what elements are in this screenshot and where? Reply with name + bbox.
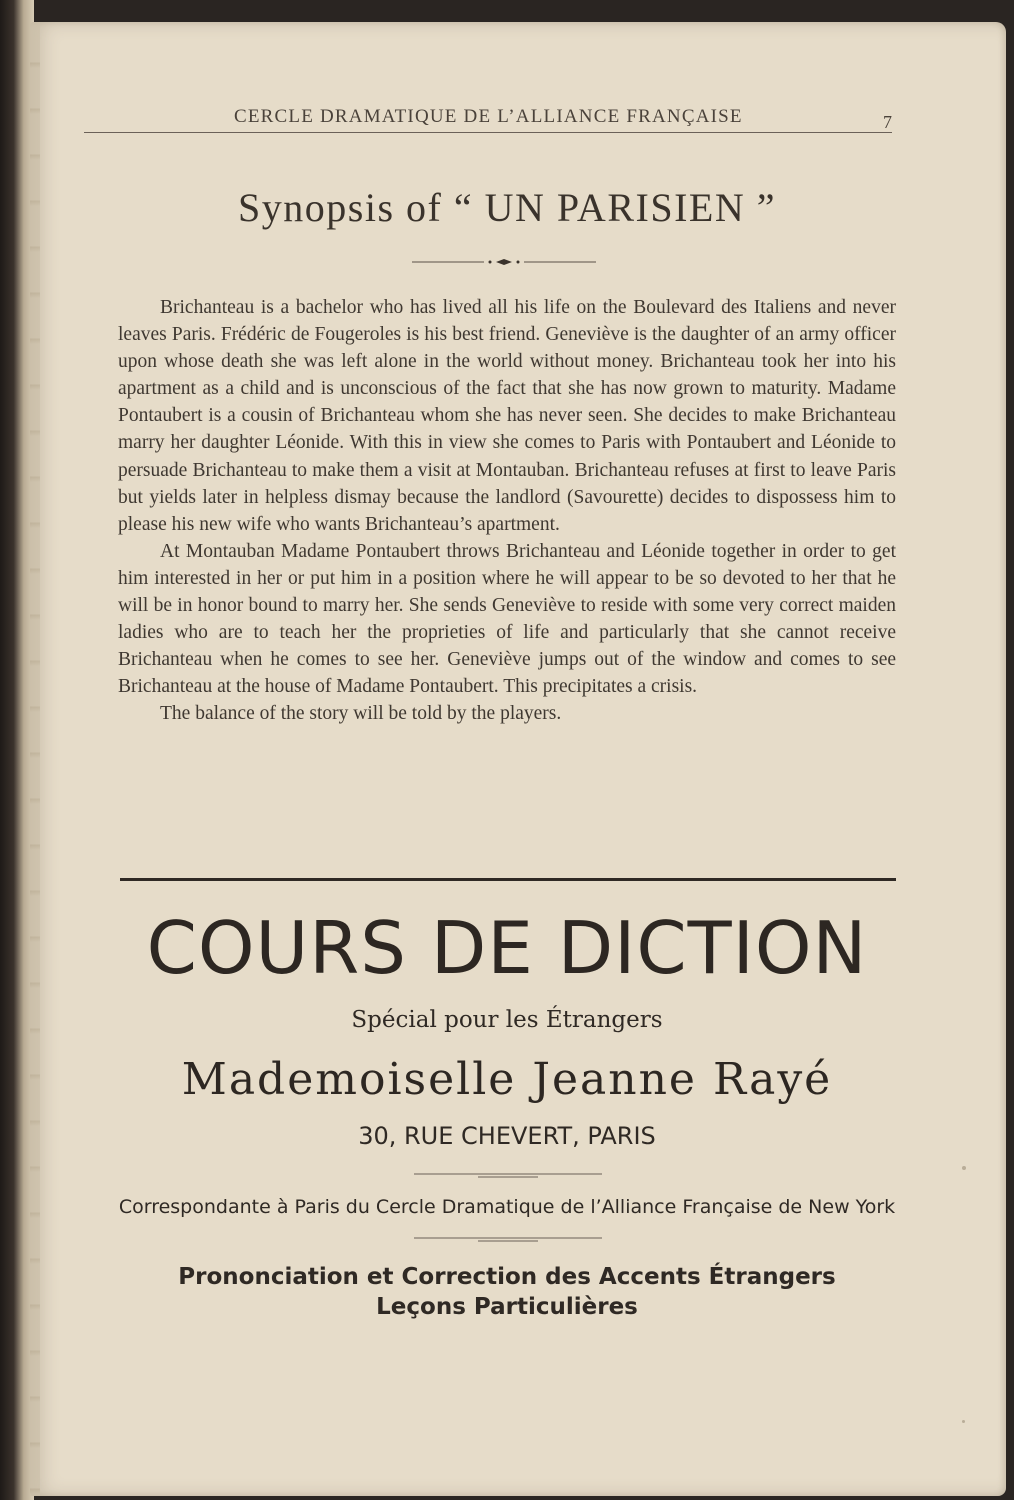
synopsis-paragraph: The balance of the story will be told by the players. xyxy=(160,703,562,725)
ad-title: COURS DE DICTION xyxy=(146,906,868,990)
section-rule xyxy=(120,878,896,881)
running-header-title: CERCLE DRAMATIQUE DE L’ALLIANCE FRANÇAISE xyxy=(234,106,743,127)
ornament-divider xyxy=(412,258,596,266)
running-header xyxy=(84,86,892,133)
ad-address: 30, RUE CHEVERT, PARIS xyxy=(358,1122,656,1150)
ad-subtitle: Spécial pour les Étrangers xyxy=(351,1007,663,1033)
ad-pronunciation-line: Prononciation et Correction des Accents Étrangers xyxy=(178,1264,836,1290)
synopsis-paragraph: At Montauban Madame Pontaubert throws Brichanteau and Léonide together in order to get him interested in her or put him in a position where he will appear to be so devoted to her that he will be in honor bound to marry her. She sends Geneviève to reside with some very correct maiden ladies who are to teach her the proprieties of life and particularly that she cannot receive Brichanteau when he comes to see her. Geneviève jumps out of the window and comes to see Brichanteau at the house of Madame Pontaubert. This precipitates a crisis. xyxy=(118,540,896,698)
paper-speck xyxy=(962,1420,965,1423)
page-number: 7 xyxy=(883,112,892,132)
ad-divider xyxy=(414,1172,602,1179)
ad-divider xyxy=(414,1236,602,1243)
ad-correspondent-line: Correspondante à Paris du Cercle Dramatique de l’Alliance Française de New York xyxy=(118,1196,896,1218)
ad-teacher-name: Mademoiselle Jeanne Rayé xyxy=(181,1054,833,1105)
synopsis-paragraph: Brichanteau is a bachelor who has lived all his life on the Boulevard des Italiens and never leaves Paris. Frédéric de Fougeroles is his best friend. Geneviève is the daughter of an army officer upon whose death she was left alone in the world without money. Brichanteau took her into his apartment as a child and is unconscious of the fact that she has now grown to maturity. Madame Pontaubert is a cousin of Brichanteau whom she has never seen. She decides to make Brichanteau marry her daughter Léonide. With this in view she comes to Paris with Pontaubert and Léonide to persuade Brichanteau to make them a visit at Montauban. Brichanteau refuses at first to leave Paris but yields later in helpless dismay because the landlord (Savourette) decides to dispossess him to please his new wife who wants Brichanteau’s apartment. xyxy=(118,297,896,535)
ad-lessons-line: Leçons Particulières xyxy=(376,1294,638,1320)
paper-speck xyxy=(962,1166,966,1170)
synopsis-title: Synopsis of “ UN PARISIEN ” xyxy=(238,185,776,230)
synopsis-body xyxy=(118,294,896,728)
